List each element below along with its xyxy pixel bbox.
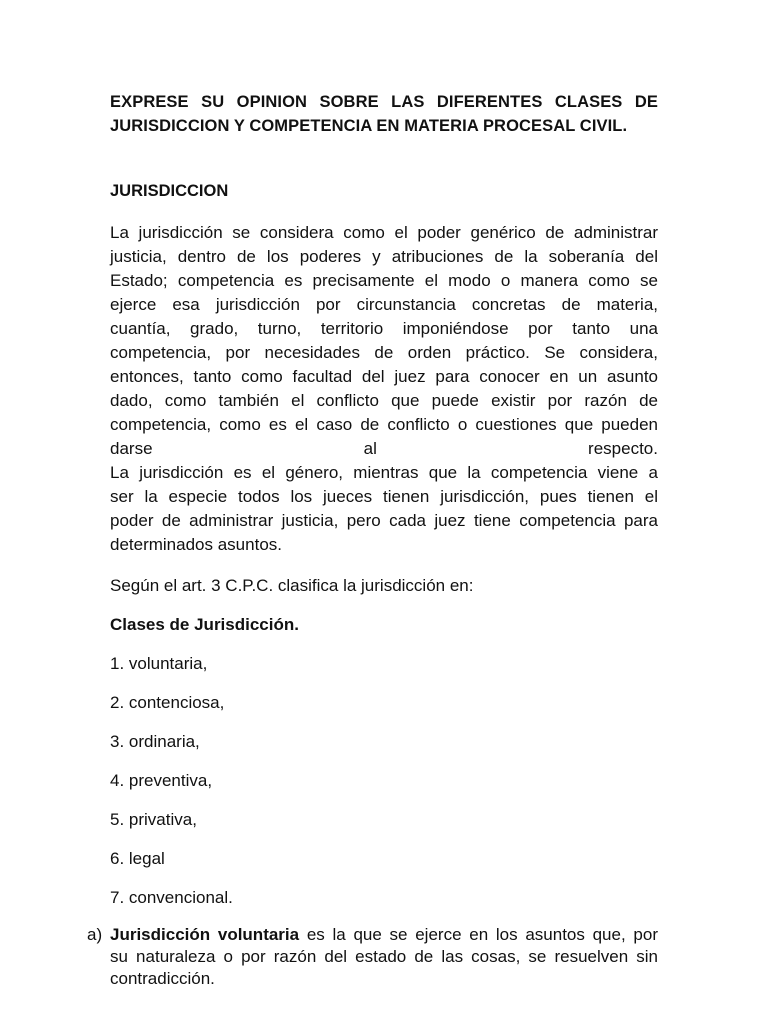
list-item: 4. preventiva, — [110, 771, 213, 790]
paragraph-line: cuantía, grado, turno, territorio imponiéndose por tanto una — [110, 319, 658, 338]
classes-heading: Clases de Jurisdicción. — [110, 615, 299, 634]
paragraph-line: ser la especie todos los jueces tienen jurisdicción, pues tienen el — [110, 487, 658, 506]
list-item: 7. convencional. — [110, 888, 233, 907]
definition-line: su naturaleza o por razón del estado de las cosas, se resuelven sin — [110, 947, 658, 966]
list-item: 3. ordinaria, — [110, 732, 200, 751]
paragraph-line: La jurisdicción se considera como el poder genérico de administrar — [110, 223, 658, 242]
paragraph-line: competencia, como es el caso de conflicto o cuestiones que pueden — [110, 415, 658, 434]
paragraph-line: ejerce esa jurisdicción por circunstancia concretas de materia, — [110, 295, 658, 314]
list-item: 6. legal — [110, 849, 165, 868]
paragraph-line: dado, como también el conflicto que puede existir por razón de — [110, 391, 658, 410]
paragraph-line: poder de administrar justicia, pero cada juez tiene competencia para — [110, 511, 658, 530]
definition-line: contradicción. — [110, 969, 215, 988]
bold-term: Jurisdicción voluntaria — [110, 925, 300, 944]
list-item: 5. privativa, — [110, 810, 197, 829]
document-title: EXPRESE SU OPINION SOBRE LAS DIFERENTES CLASES DE JURISDICCION Y COMPETENCIA EN MATERIA PROCESAL CIVIL. — [110, 93, 658, 135]
classes-list — [110, 652, 233, 925]
paragraph-line: La jurisdicción es el género, mientras que la competencia viene a — [110, 463, 658, 482]
paragraph-line: darse al respecto. — [110, 439, 658, 458]
definition-line — [110, 924, 658, 946]
classification-intro: Según el art. 3 C.P.C. clasifica la jurisdicción en: — [110, 576, 474, 595]
paragraph-line: justicia, dentro de los poderes y atribuciones de la soberanía del — [110, 247, 658, 266]
definition-line-rest: es la que se ejerce en los asuntos que, por — [299, 925, 658, 944]
paragraph-line: Estado; competencia es precisamente el modo o manera como se — [110, 271, 658, 290]
paragraph-line: competencia, por necesidades de orden práctico. Se considera, — [110, 343, 658, 362]
paragraph-line: entonces, tanto como facultad del juez para conocer en un asunto — [110, 367, 658, 386]
paragraph-line: determinados asuntos. — [110, 535, 282, 554]
section-heading: JURISDICCION — [110, 182, 229, 200]
paragraph-jurisdiccion — [110, 221, 658, 461]
paragraph-genero-especie — [110, 461, 658, 557]
list-marker: a) — [87, 925, 103, 944]
definition-text — [110, 924, 658, 990]
definition-voluntaria — [87, 924, 658, 990]
list-item: 1. voluntaria, — [110, 654, 208, 673]
list-item: 2. contenciosa, — [110, 693, 225, 712]
